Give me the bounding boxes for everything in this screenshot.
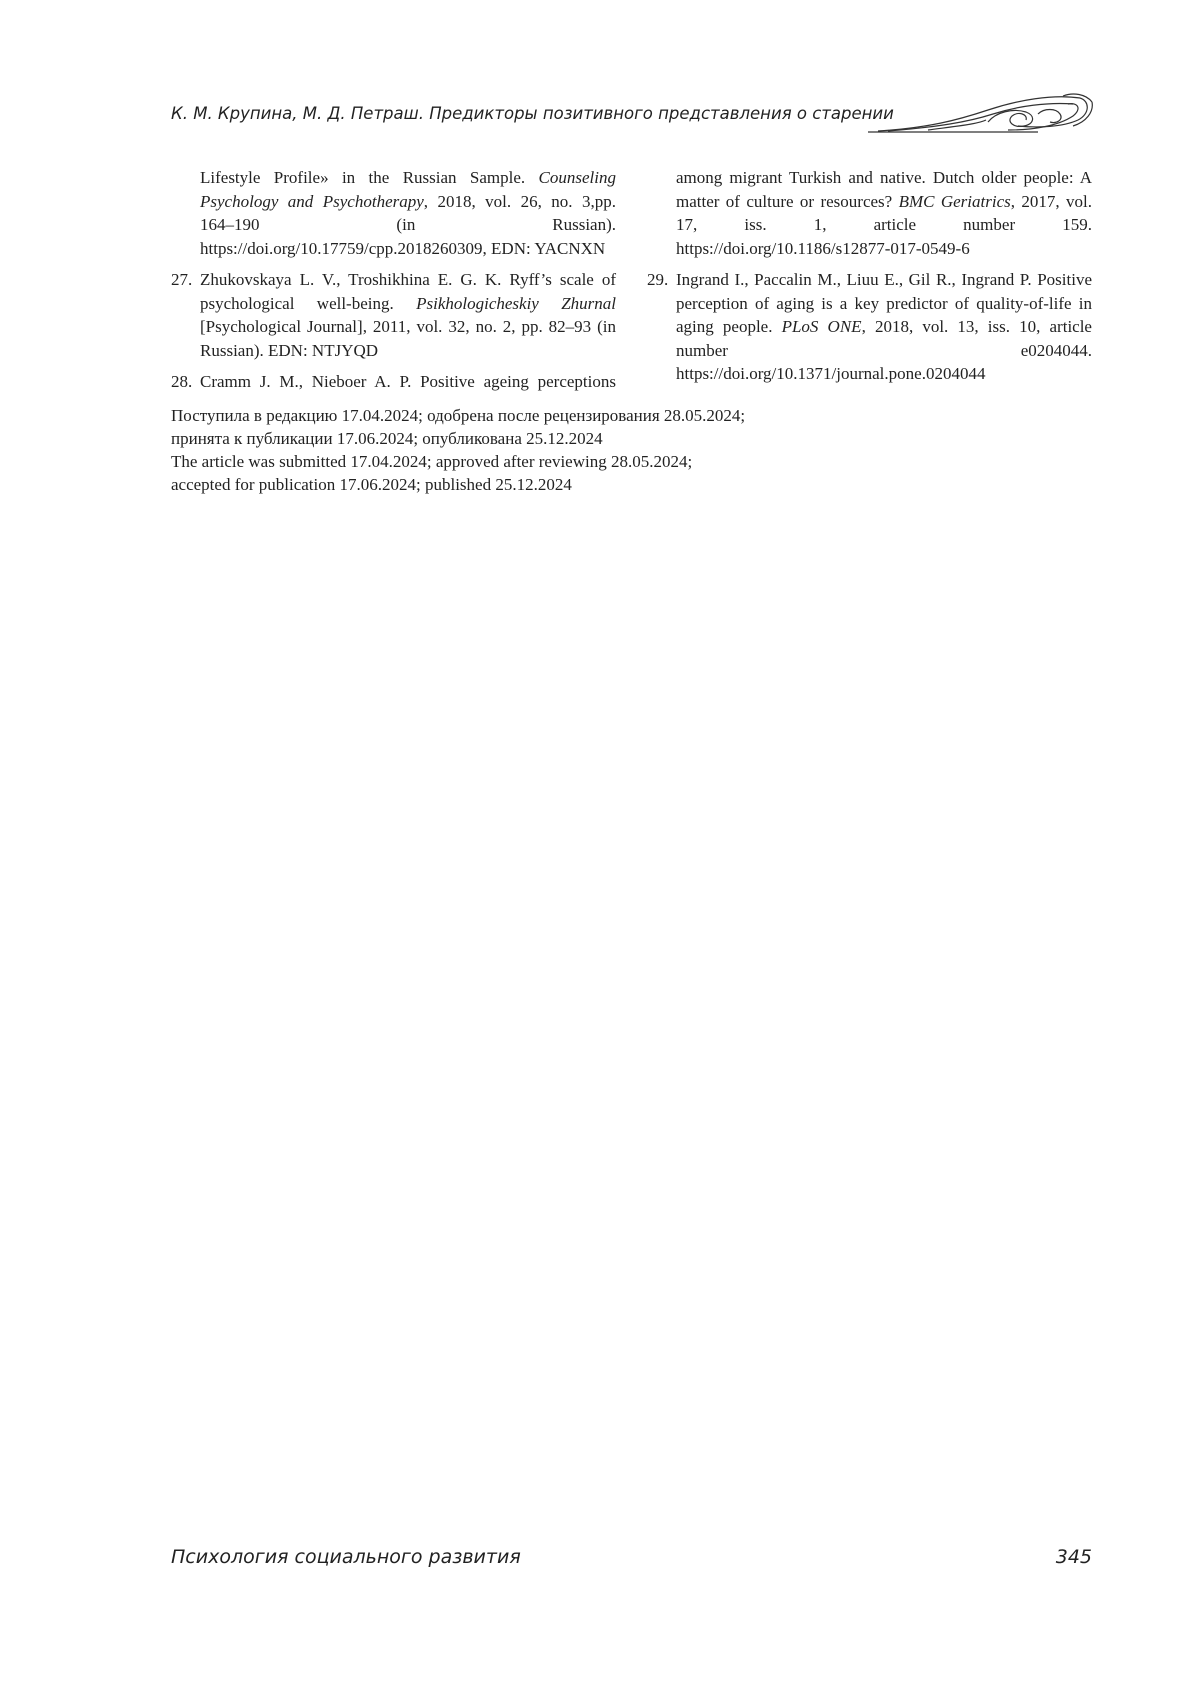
reference-number: 27.	[171, 270, 193, 289]
article-dates	[171, 404, 891, 496]
art-nouveau-swirl-ornament-icon	[868, 92, 1093, 134]
dates-ru-line-1: Поступила в редакцию 17.04.2024; одобрена после рецензирования 28.05.2024;	[171, 406, 746, 425]
reference-number: 28.	[171, 372, 193, 391]
journal-name: PLoS ONE	[781, 317, 862, 336]
references-right-column	[647, 166, 1092, 394]
reference-27: 27. Zhukovskaya L. V., Troshikhina E. G. K. Ryff’s scale of psychological well-being. Psikhologicheskiy Zhurnal [Psychological Journal], 2011, vol. 32, no. 2, pp. 82–93 (in Russian). EDN: NTJYQD	[171, 270, 617, 360]
running-header	[171, 92, 1091, 134]
references-left-column	[171, 166, 616, 402]
reference-number: 29.	[647, 270, 669, 289]
reference-28: 28. Cramm J. M., Nieboer A. P. Positive ageing perceptions	[171, 370, 616, 394]
reference-28-continued: among migrant Turkish and native. Dutch older people: A matter of culture or resources? BMC Geriatrics, 2017, vol. 17, iss. 1, article number 159. https://doi.org/10.1186/s12877-017-0549-6	[676, 168, 1092, 258]
dates-en-line-2: accepted for publication 17.06.2024; published 25.12.2024	[171, 475, 572, 494]
journal-name: BMC Geriatrics	[898, 191, 1011, 211]
footer-journal-name: Психология социального развития	[171, 1546, 521, 1568]
reference-29: 29. Ingrand I., Paccalin M., Liuu E., Gil R., Ingrand P. Positive perception of aging is a key predictor of quality-of-life in aging people. PLoS ONE, 2018, vol. 13, iss. 10, article number e0204044. https://doi.org/10.1371/journal.pone.0204044	[647, 270, 1092, 383]
page-number: 345	[1055, 1546, 1092, 1568]
reference-26-continued: Lifestyle Profile» in the Russian Sample. Counseling Psychology and Psychotherapy, 2018, vol. 26, no. 3,pp. 164–190 (in Russian). https://doi.org/10.17759/cpp.2018260309, EDN: YACNXN	[200, 168, 616, 258]
journal-name: Psikhologicheskiy Zhurnal	[416, 293, 617, 313]
journal-name: Counseling Psychology and Psychotherapy	[200, 168, 616, 211]
running-title: К. М. Крупина, М. Д. Петраш. Предикторы позитивного представления о старении	[171, 104, 894, 123]
dates-ru-line-2: принята к публикации 17.06.2024; опубликована 25.12.2024	[171, 429, 603, 448]
dates-en-line-1: The article was submitted 17.04.2024; approved after reviewing 28.05.2024;	[171, 452, 693, 471]
